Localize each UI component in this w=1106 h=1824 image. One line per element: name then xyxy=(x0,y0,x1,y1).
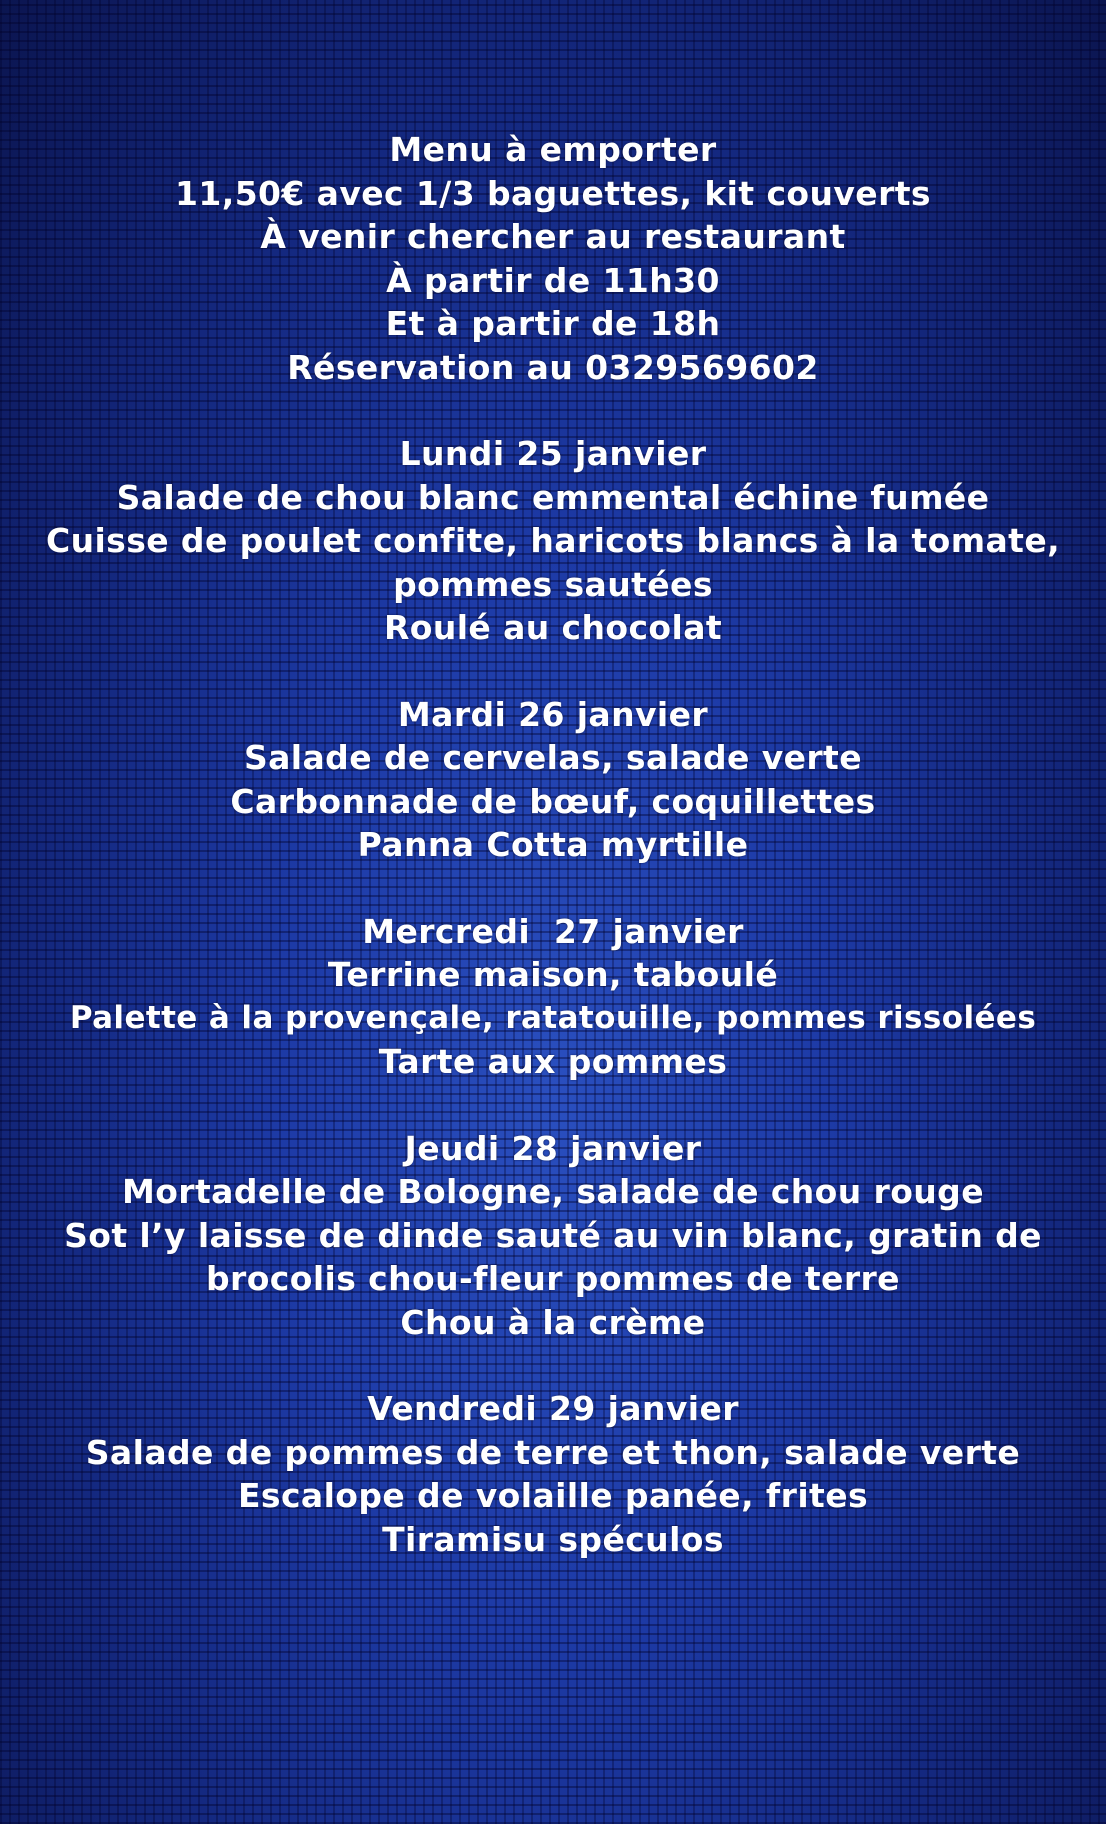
day-starter: Terrine maison, taboulé xyxy=(327,955,779,994)
day-block-friday xyxy=(0,1387,1106,1561)
day-title: Jeudi 28 janvier xyxy=(404,1128,702,1168)
day-dessert: Tiramisu spéculos xyxy=(382,1519,724,1559)
reservation-line: Réservation au 0329569602 xyxy=(287,347,819,387)
lunch-time-line: À partir de 11h30 xyxy=(386,260,720,300)
day-block-wednesday xyxy=(0,910,1106,1084)
day-starter: Mortadelle de Bologne, salade de chou rouge xyxy=(122,1172,984,1211)
day-block-monday xyxy=(0,432,1106,650)
pickup-line: À venir chercher au restaurant xyxy=(260,217,846,256)
dinner-time-line: Et à partir de 18h xyxy=(385,304,721,343)
day-dessert: Chou à la crème xyxy=(400,1302,706,1342)
price-line: 11,50€ avec 1/3 baguettes, kit couverts xyxy=(175,173,931,213)
day-main: Escalope de volaille panée, frites xyxy=(237,1476,869,1515)
day-main: Cuisse de poulet confite, haricots blancs à la tomate, pommes sautées xyxy=(45,521,1061,604)
day-dessert: Panna Cotta myrtille xyxy=(357,825,749,864)
day-dessert: Tarte aux pommes xyxy=(378,1042,728,1081)
day-title: Mardi 26 janvier xyxy=(397,694,709,734)
header-block xyxy=(0,128,1106,389)
day-block-tuesday xyxy=(0,693,1106,867)
day-title: Mercredi 27 janvier xyxy=(362,911,744,951)
day-block-thursday xyxy=(0,1127,1106,1345)
day-title: Lundi 25 janvier xyxy=(399,434,707,473)
day-main: Sot l’y laisse de dinde sauté au vin blanc, gratin de brocolis chou-fleur pommes de terre xyxy=(64,1215,1042,1298)
menu-title: Menu à emporter xyxy=(389,130,717,169)
day-title: Vendredi 29 janvier xyxy=(367,1389,739,1428)
day-dessert: Roulé au chocolat xyxy=(383,608,723,647)
day-starter: Salade de pommes de terre et thon, salade verte xyxy=(85,1432,1021,1472)
day-main: Palette à la provençale, ratatouille, pommes rissolées xyxy=(69,999,1037,1036)
menu-text xyxy=(0,128,1106,1561)
day-main: Carbonnade de bœuf, coquillettes xyxy=(230,781,876,821)
day-starter: Salade de chou blanc emmental échine fumée xyxy=(116,477,990,517)
day-starter: Salade de cervelas, salade verte xyxy=(243,738,863,777)
